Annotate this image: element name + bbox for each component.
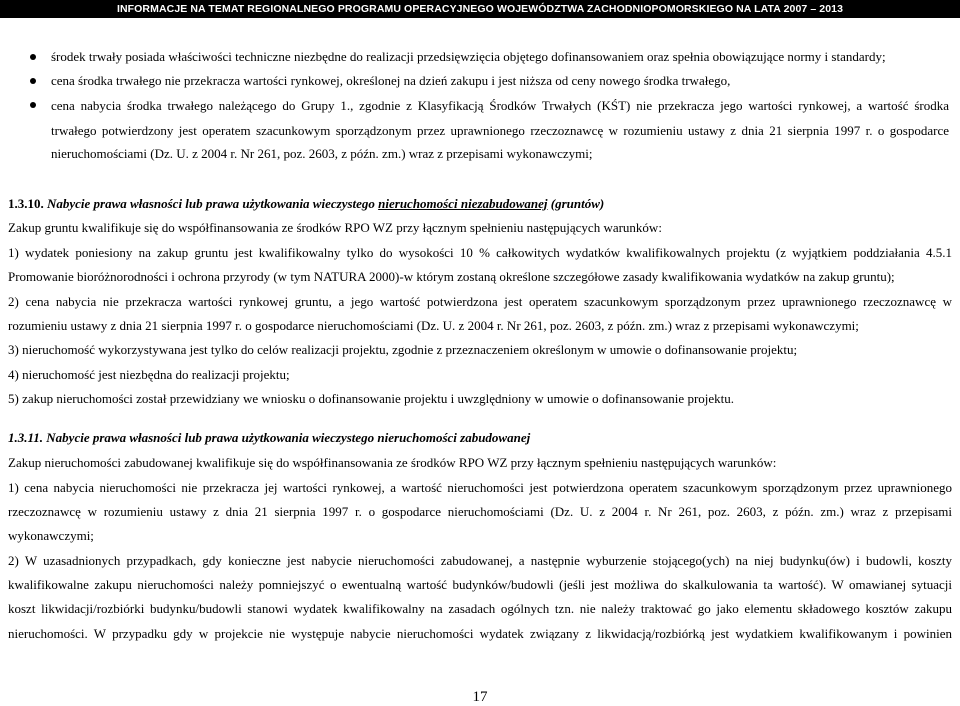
section-heading-text: Nabycie prawa własności lub prawa użytkowania wieczystego [47, 196, 375, 211]
section-heading-1-3-11: 1.3.11. Nabycie prawa własności lub prawa użytkowania wieczystego nieruchomości zabudowanej [8, 430, 531, 445]
bullet-marker [30, 54, 36, 60]
bullet-marker [30, 78, 36, 84]
document-header-banner: INFORMACJE NA TEMAT REGIONALNEGO PROGRAMU OPERACYJNEGO WOJEWÓDZTWA ZACHODNIOPOMORSKIEGO NA LATA 2007 – 2013 [0, 0, 960, 18]
paragraph-line: 1) wydatek poniesiony na zakup gruntu jest kwalifikowalny tylko do wysokości 10 % całkowitych wydatków kwalifikowalnych projektu (z wyjątkiem poddziałania 4.5.1 [8, 245, 952, 260]
paragraph-line: 4) nieruchomość jest niezbędna do realizacji projektu; [8, 367, 290, 382]
paragraph-line: Zakup gruntu kwalifikuje się do współfinansowania ze środków RPO WZ przy łącznym spełnieniu następujących warunków: [8, 220, 662, 235]
bullet-item-continuation: nieruchomościami (Dz. U. z 2004 r. Nr 261, poz. 2603, z późn. zm.) wraz z przepisami wykonawczymi; [51, 146, 593, 161]
bullet-item: cena nabycia środka trwałego należącego do Grupy 1., zgodnie z Klasyfikacją Środków Trwałych (KŚT) nie przekracza jego wartości rynkowej, a wartość środka [51, 98, 949, 113]
paragraph-line: 1) cena nabycia nieruchomości nie przekracza jej wartości rynkowej, a wartość nieruchomości jest potwierdzona operatem szacunkowym sporządzonym przez uprawnionego [8, 480, 952, 495]
section-number: 1.3.10. [8, 196, 44, 211]
section-heading-1-3-10 [8, 196, 604, 212]
paragraph-line: 2) cena nabycia nie przekracza wartości rynkowej gruntu, a jego wartość potwierdzona jest operatem szacunkowym sporządzonym przez uprawnionego rzeczoznawcę w [8, 294, 952, 309]
page-number: 17 [472, 689, 488, 705]
section-heading-suffix: (gruntów) [550, 196, 605, 211]
paragraph-line: 3) nieruchomość wykorzystywana jest tylko do celów realizacji projektu, zgodnie z przeznaczeniem określonym w umowie o dofinansowanie projektu; [8, 342, 798, 357]
bullet-marker [30, 102, 36, 108]
paragraph-line: Zakup nieruchomości zabudowanej kwalifikuje się do współfinansowania ze środków RPO WZ przy łącznym spełnieniu następujących warunków: [8, 455, 777, 470]
paragraph-line: wykonawczymi; [8, 528, 94, 543]
paragraph-line: kwalifikowalne zakupu nieruchomości należy pomniejszyć o ewentualną wartość budynków/budowli (jeśli jest możliwa do skalkulowania ta wartość). W omawianej sytuacji [8, 577, 952, 592]
paragraph-line: 2) W uzasadnionych przypadkach, gdy konieczne jest nabycie nieruchomości zabudowanej, a następnie wyburzenie stojącego(ych) na niej budynku(ów) i budowli, koszty [8, 553, 952, 568]
section-heading-underlined: nieruchomości niezabudowanej [378, 196, 548, 211]
bullet-item: środek trwały posiada właściwości techniczne niezbędne do realizacji przedsięwzięcia objętego dofinansowaniem oraz spełnia obowiązujące normy i standardy; [51, 49, 886, 64]
paragraph-line: koszt likwidacji/rozbiórki budynku/budowli stanowi wydatek kwalifikowalny na zasadach ogólnych tzn. nie należy traktować go jako elementu składowego kosztów zakupu [8, 601, 952, 616]
paragraph-line: rzeczoznawcę w rozumieniu ustawy z dnia 21 sierpnia 1997 r. o gospodarce nieruchomościami (Dz. U. z 2004 r. Nr 261, poz. 2603, z późn. zm.) wraz z przepisami [8, 504, 952, 519]
paragraph-line: rozumieniu ustawy z dnia 21 sierpnia 1997 r. o gospodarce nieruchomościami (Dz. U. z 2004 r. Nr 261, poz. 2603, z późn. zm.) wraz z przepisami wykonawczymi; [8, 318, 859, 333]
bullet-item-continuation: trwałego potwierdzony jest operatem szacunkowym sporządzonym przez uprawnionego rzeczoznawcę w rozumieniu ustawy z dnia 21 sierpnia 1997 r. o gospodarce [51, 123, 949, 138]
paragraph-line: 5) zakup nieruchomości został przewidziany we wniosku o dofinansowanie projektu i uwzględniony w umowie o dofinansowanie projektu. [8, 391, 735, 406]
bullet-item: cena środka trwałego nie przekracza wartości rynkowej, określonej na dzień zakupu i jest niższa od ceny nowego środka trwałego, [51, 73, 731, 88]
paragraph-line: Promowanie bioróżnorodności i ochrona przyrody (w tym NATURA 2000)-w którym zostaną określone szczegółowe zasady kwalifikowania wydatków na zakup gruntu); [8, 269, 895, 284]
paragraph-line: nieruchomości. W przypadku gdy w projekcie nie występuje nabycie nieruchomości wydatek związany z likwidacją/rozbiórką jest wydatkiem kwalifikowanym i powinien [8, 626, 952, 641]
